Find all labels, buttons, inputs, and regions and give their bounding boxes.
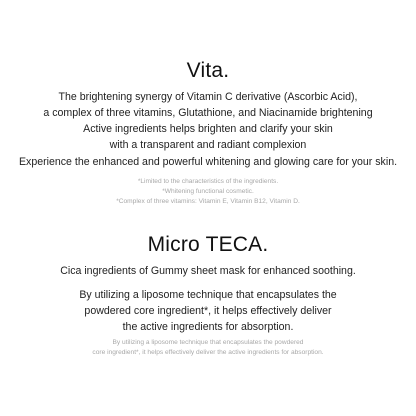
vita-paragraph-1-line: with a transparent and radiant complexion — [109, 139, 307, 151]
vita-paragraph-1-line: The brightening synergy of Vitamin C derivative (Ascorbic Acid), — [58, 91, 358, 103]
micro-teca-paragraph-1-line: Cica ingredients of Gummy sheet mask for enhanced soothing. — [60, 265, 356, 277]
micro-teca-section — [0, 232, 416, 258]
vita-footnotes — [0, 177, 416, 208]
vita-footnote: *Whitening functional cosmetic. — [162, 188, 254, 196]
vita-paragraph-1-line: Active ingredients helps brighten and clarify your skin — [83, 123, 333, 135]
vita-paragraph-1-line: a complex of three vitamins, Glutathione, and Niacinamide brightening — [43, 107, 373, 119]
vita-paragraph-2-line: Experience the enhanced and powerful whitening and glowing care for your skin. — [18, 156, 398, 168]
vita-title: Vita. — [186, 59, 230, 82]
micro-teca-paragraph-1 — [0, 263, 416, 279]
micro-teca-title: Micro TECA. — [147, 233, 269, 256]
micro-teca-paragraph-2-line: the active ingredients for absorption. — [122, 321, 294, 333]
vita-footnote: *Limited to the characteristics of the ingredients. — [137, 178, 279, 185]
micro-teca-paragraph-2-line: By utilizing a liposome technique that encapsulates the — [79, 289, 337, 301]
micro-teca-paragraph-2-line: powdered core ingredient*, it helps effectively deliver — [84, 305, 332, 317]
micro-teca-footnote: core ingredient*, it helps effectively deliver the active ingredients for absorption. — [92, 349, 324, 357]
vita-paragraph-2 — [0, 154, 416, 170]
vita-paragraph-1 — [0, 89, 416, 153]
vita-section — [0, 58, 416, 84]
vita-footnote: *Complex of three vitamins: Vitamin E, Vitamin B12, Vitamin D. — [116, 198, 300, 206]
micro-teca-paragraph-2 — [0, 287, 416, 335]
micro-teca-footnotes — [0, 338, 416, 358]
micro-teca-footnote: By utilizing a liposome technique that encapsulates the powdered — [112, 339, 304, 346]
